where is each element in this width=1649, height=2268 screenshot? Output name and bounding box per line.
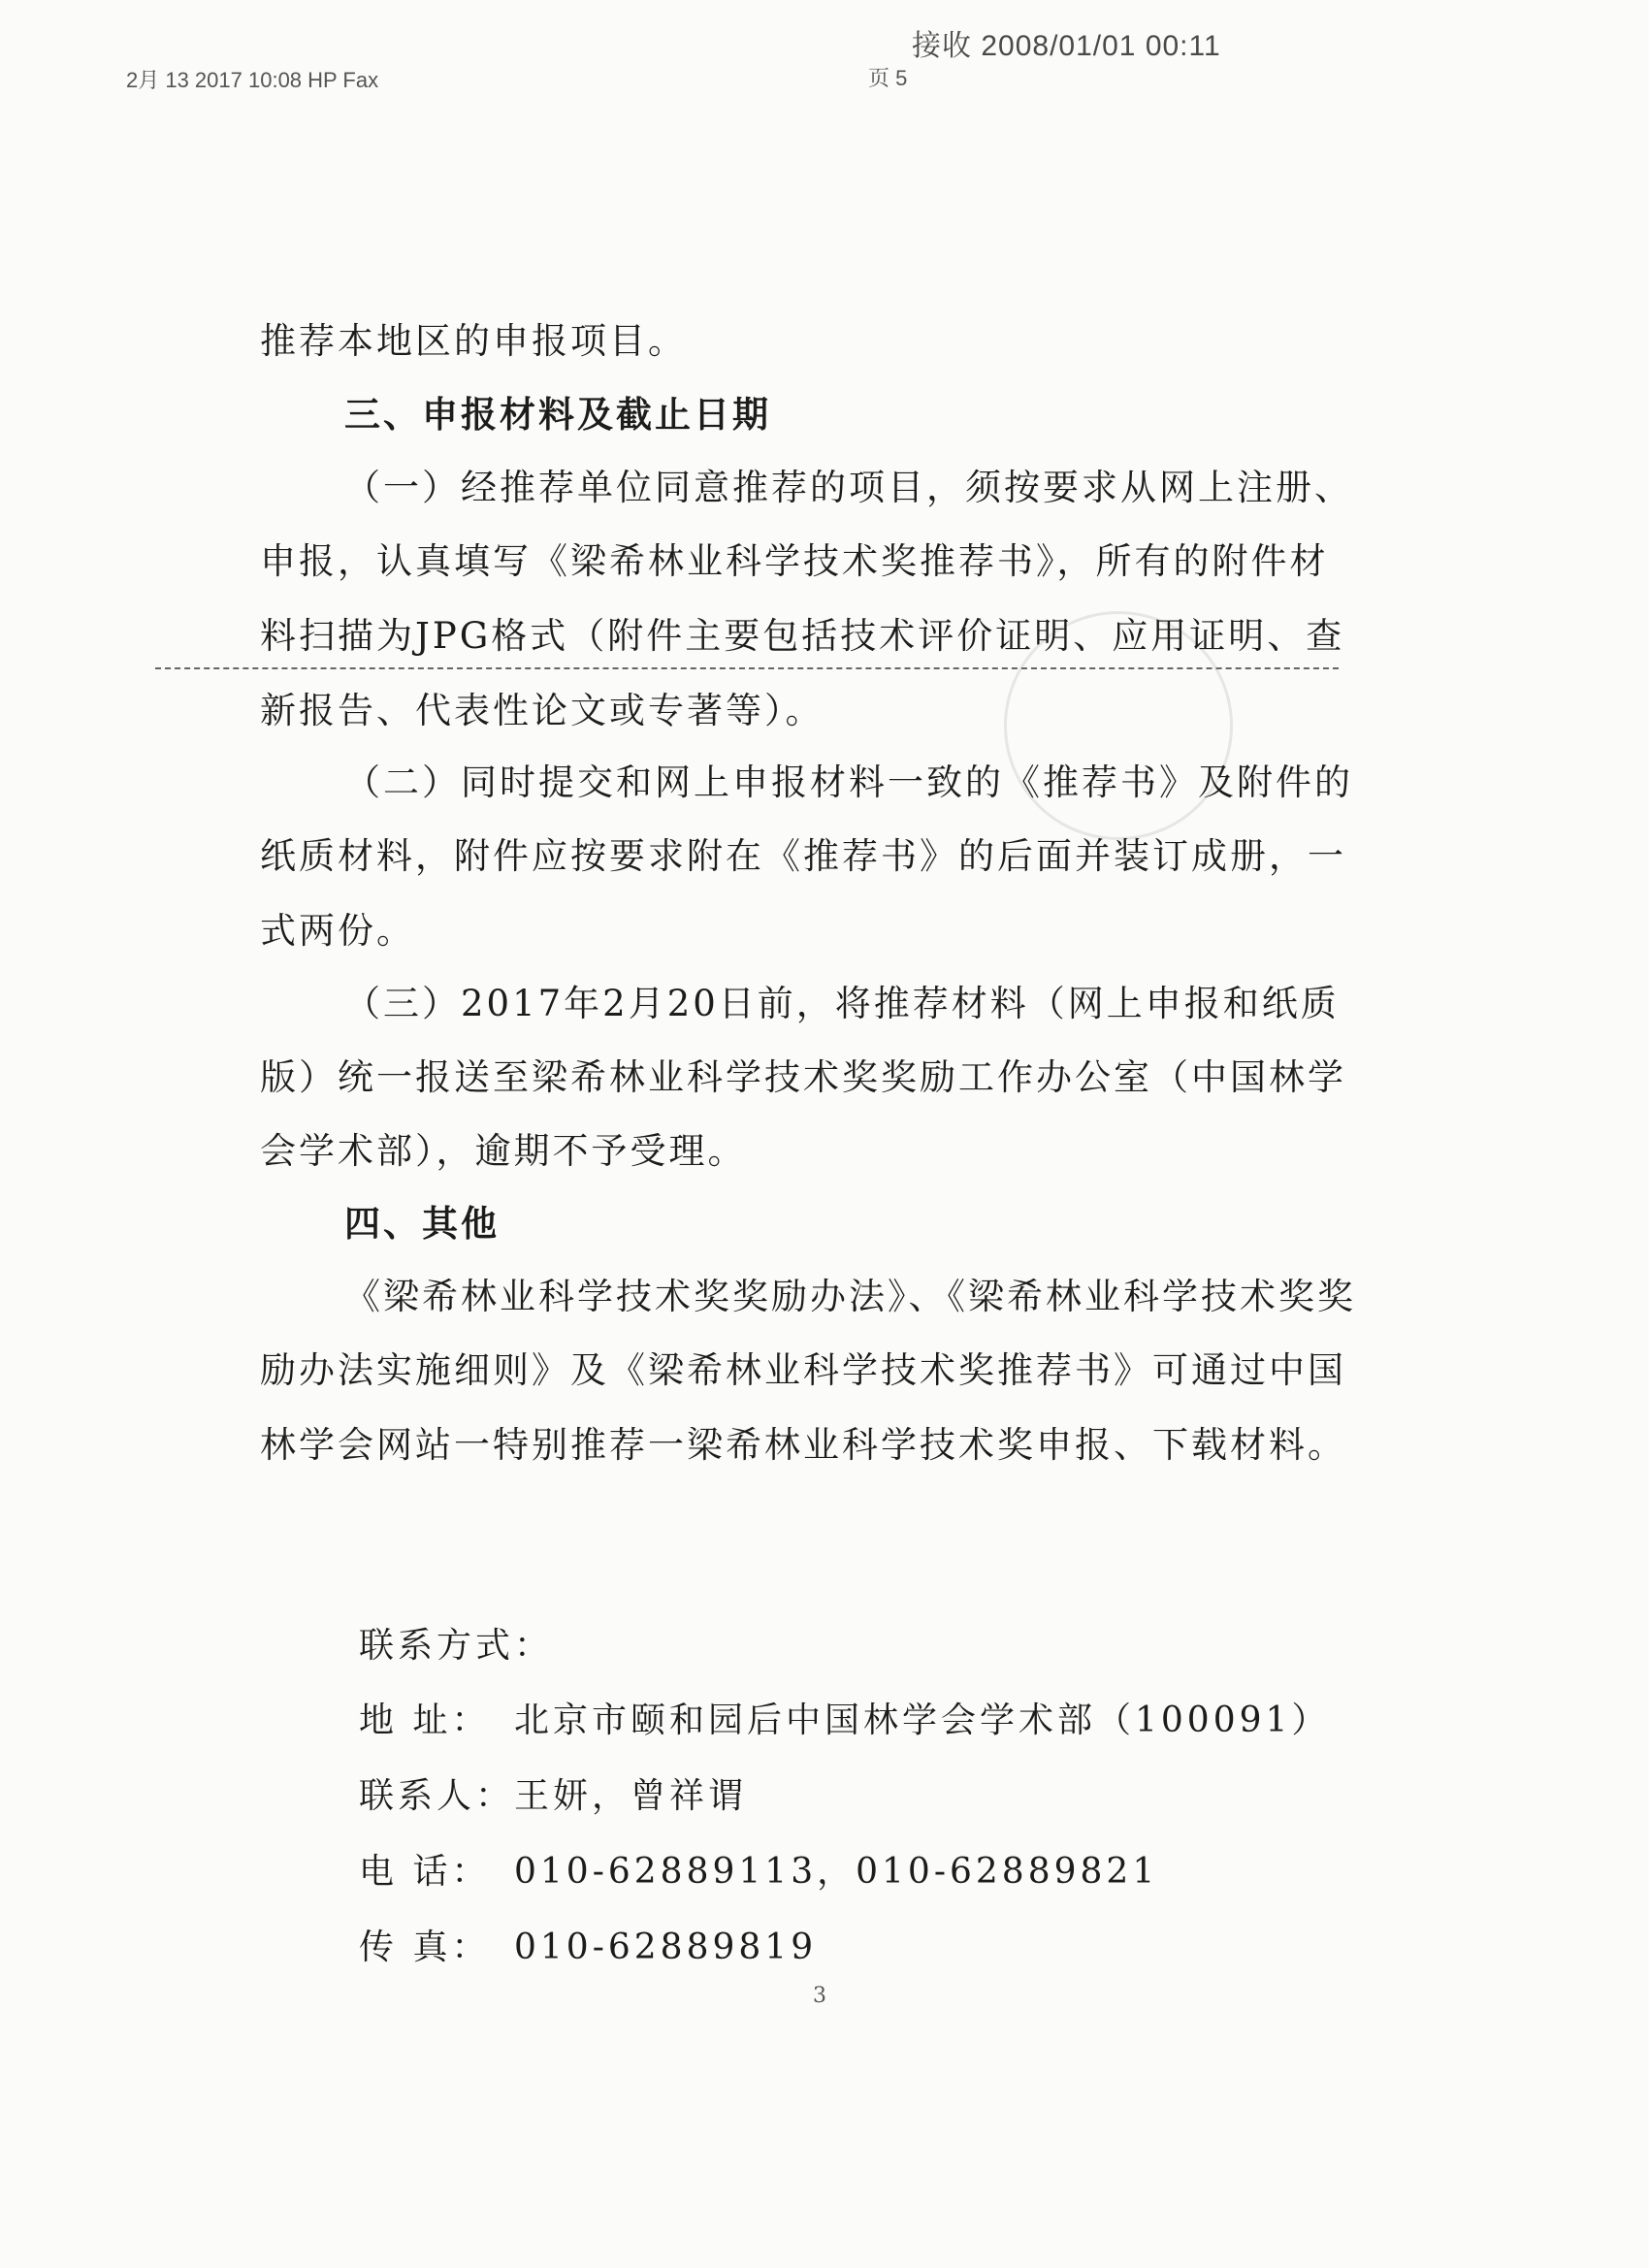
body-line: 励办法实施细则》及《梁希林业科学技术奖推荐书》可通过中国	[260, 1349, 1346, 1391]
body-line: 料扫描为JPG格式（附件主要包括技术评价证明、应用证明、查	[260, 615, 1345, 657]
scan-artifact-line	[155, 667, 1339, 669]
body-line: 版）统一报送至梁希林业科学技术奖奖励工作办公室（中国林学	[260, 1056, 1346, 1098]
phone-value: 010-62889113，010-62889821	[514, 1852, 1159, 1892]
phone-label: 电 话：	[359, 1852, 491, 1892]
body-line: 新报告、代表性论文或专著等）。	[260, 690, 824, 731]
body-line: 纸质材料，附件应按要求附在《推荐书》的后面并装订成册，一	[260, 835, 1346, 877]
body-line: 会学术部），逾期不予受理。	[260, 1130, 747, 1172]
fax-page-indicator: 页 5	[868, 66, 908, 90]
fax-sent-header: 2月 13 2017 10:08 HP Fax	[126, 68, 379, 92]
address-label: 地 址：	[359, 1701, 491, 1740]
body-line: 式两份。	[260, 910, 415, 952]
address-value: 北京市颐和园后中国林学会学术部（100091）	[514, 1701, 1331, 1740]
body-line: （一）经推荐单位同意推荐的项目，须按要求从网上注册、	[344, 467, 1353, 508]
body-line: （二）同时提交和网上申报材料一致的《推荐书》及附件的	[344, 761, 1353, 803]
contact-person-label: 联系人：	[359, 1776, 515, 1816]
contact-person-value: 王妍，曾祥谓	[514, 1776, 748, 1816]
fax-label: 传 真：	[359, 1928, 491, 1967]
contact-title: 联系方式：	[359, 1626, 554, 1666]
body-line: 林学会网站一特别推荐一梁希林业科学技术奖申报、下载材料。	[260, 1424, 1346, 1466]
body-line: 《梁希林业科学技术奖奖励办法》、《梁希林业科学技术奖奖	[344, 1276, 1356, 1317]
fax-value: 010-62889819	[514, 1928, 818, 1967]
body-line: （三）2017年2月20日前，将推荐材料（网上申报和纸质	[344, 983, 1340, 1024]
body-line: 推荐本地区的申报项目。	[260, 320, 687, 362]
section-heading-3: 三、申报材料及截止日期	[344, 393, 771, 436]
page-number: 3	[813, 1984, 826, 2008]
fax-received-stamp: 接收 2008/01/01 00:11	[912, 30, 1221, 62]
body-line: 申报，认真填写《梁希林业科学技术奖推荐书》，所有的附件材	[260, 540, 1329, 582]
section-heading-4: 四、其他	[344, 1202, 500, 1245]
